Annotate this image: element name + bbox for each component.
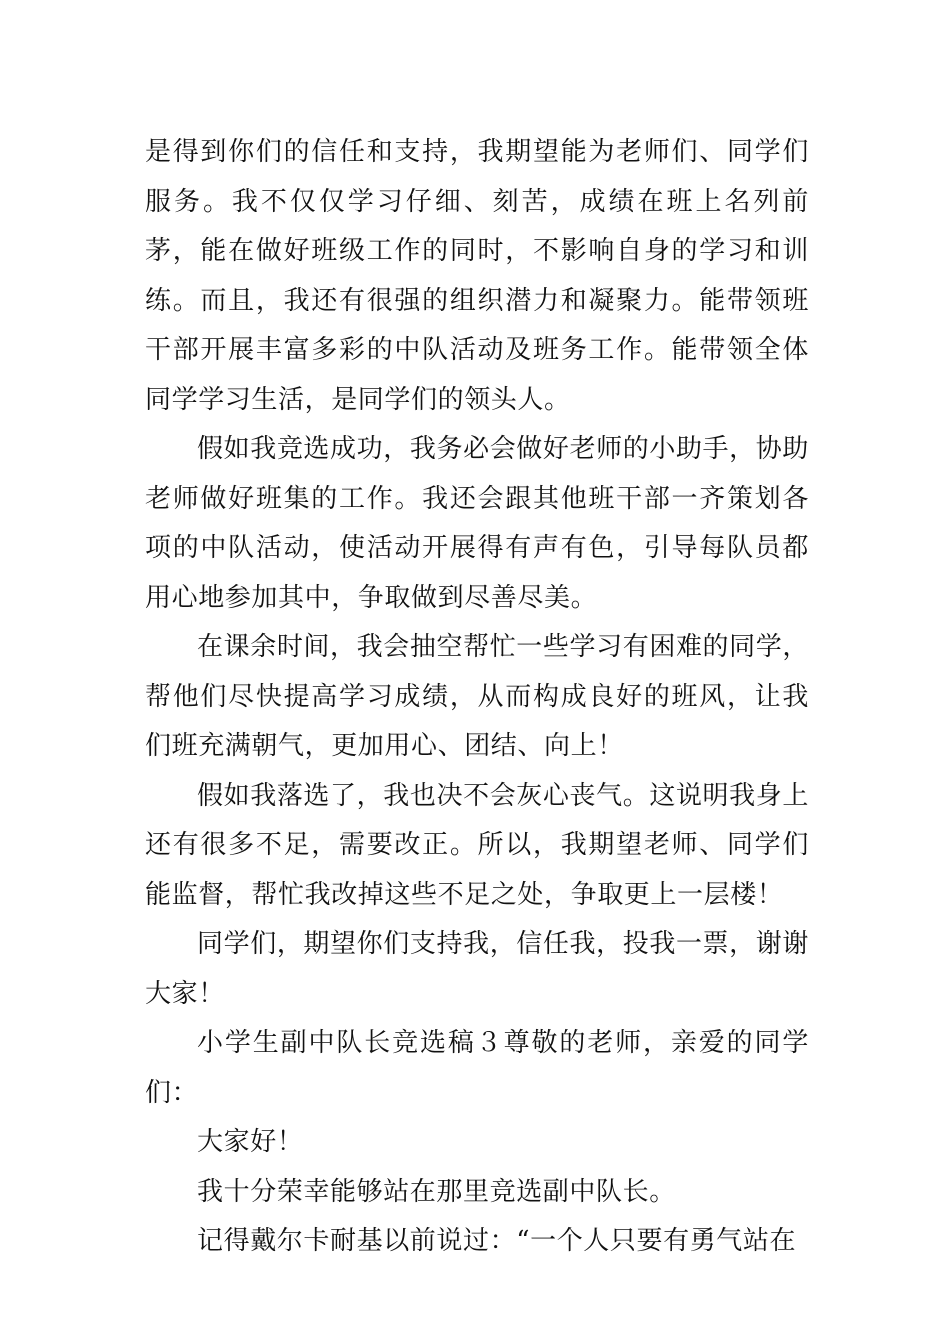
- paragraph-carnegie-quote: 记得戴尔卡耐基以前说过：“一个人只要有勇气站在: [197, 1226, 797, 1256]
- document-body: [145, 128, 809, 1267]
- paragraph-honored: 我十分荣幸能够站在那里竞选副中队长。: [197, 1176, 676, 1207]
- paragraph-continuation: 是得到你们的信任和支持，我期望能为老师们、同学们服务。我不仅仅学习仔细、刻苦，成绩在班上名列前茅，能在做好班级工作的同时，不影响自身的学习和训练。而且，我还有很强的组织潜力和凝聚力。能带领班干部开展丰富多彩的中队活动及班务工作。能带领全体同学学习生活，是同学们的领头人。: [145, 137, 809, 415]
- paragraph-if-not-elected: 假如我落选了，我也决不会灰心丧气。这说明我身上还有很多不足，需要改正。所以，我期望老师、同学们能监督，帮忙我改掉这些不足之处，争取更上一层楼！: [145, 780, 809, 910]
- paragraph-after-class: 在课余时间，我会抽空帮忙一些学习有困难的同学，帮他们尽快提高学习成绩，从而构成良好的班风，让我们班充满朝气，更加用心、团结、向上！: [145, 632, 809, 761]
- paragraph-if-elected: 假如我竞选成功，我务必会做好老师的小助手，协助老师做好班集的工作。我还会跟其他班干部一齐策划各项的中队活动，使活动开展得有声有色，引导每队员都用心地参加其中，争取做到尽善尽美。: [145, 434, 809, 613]
- paragraph-closing: 同学们，期望你们支持我，信任我，投我一票，谢谢大家！: [145, 929, 809, 1009]
- paragraph-greeting: 大家好！: [197, 1127, 304, 1157]
- paragraph-speech-3-heading: 小学生副中队长竞选稿３尊敬的老师，亲爱的同学们：: [145, 1028, 809, 1108]
